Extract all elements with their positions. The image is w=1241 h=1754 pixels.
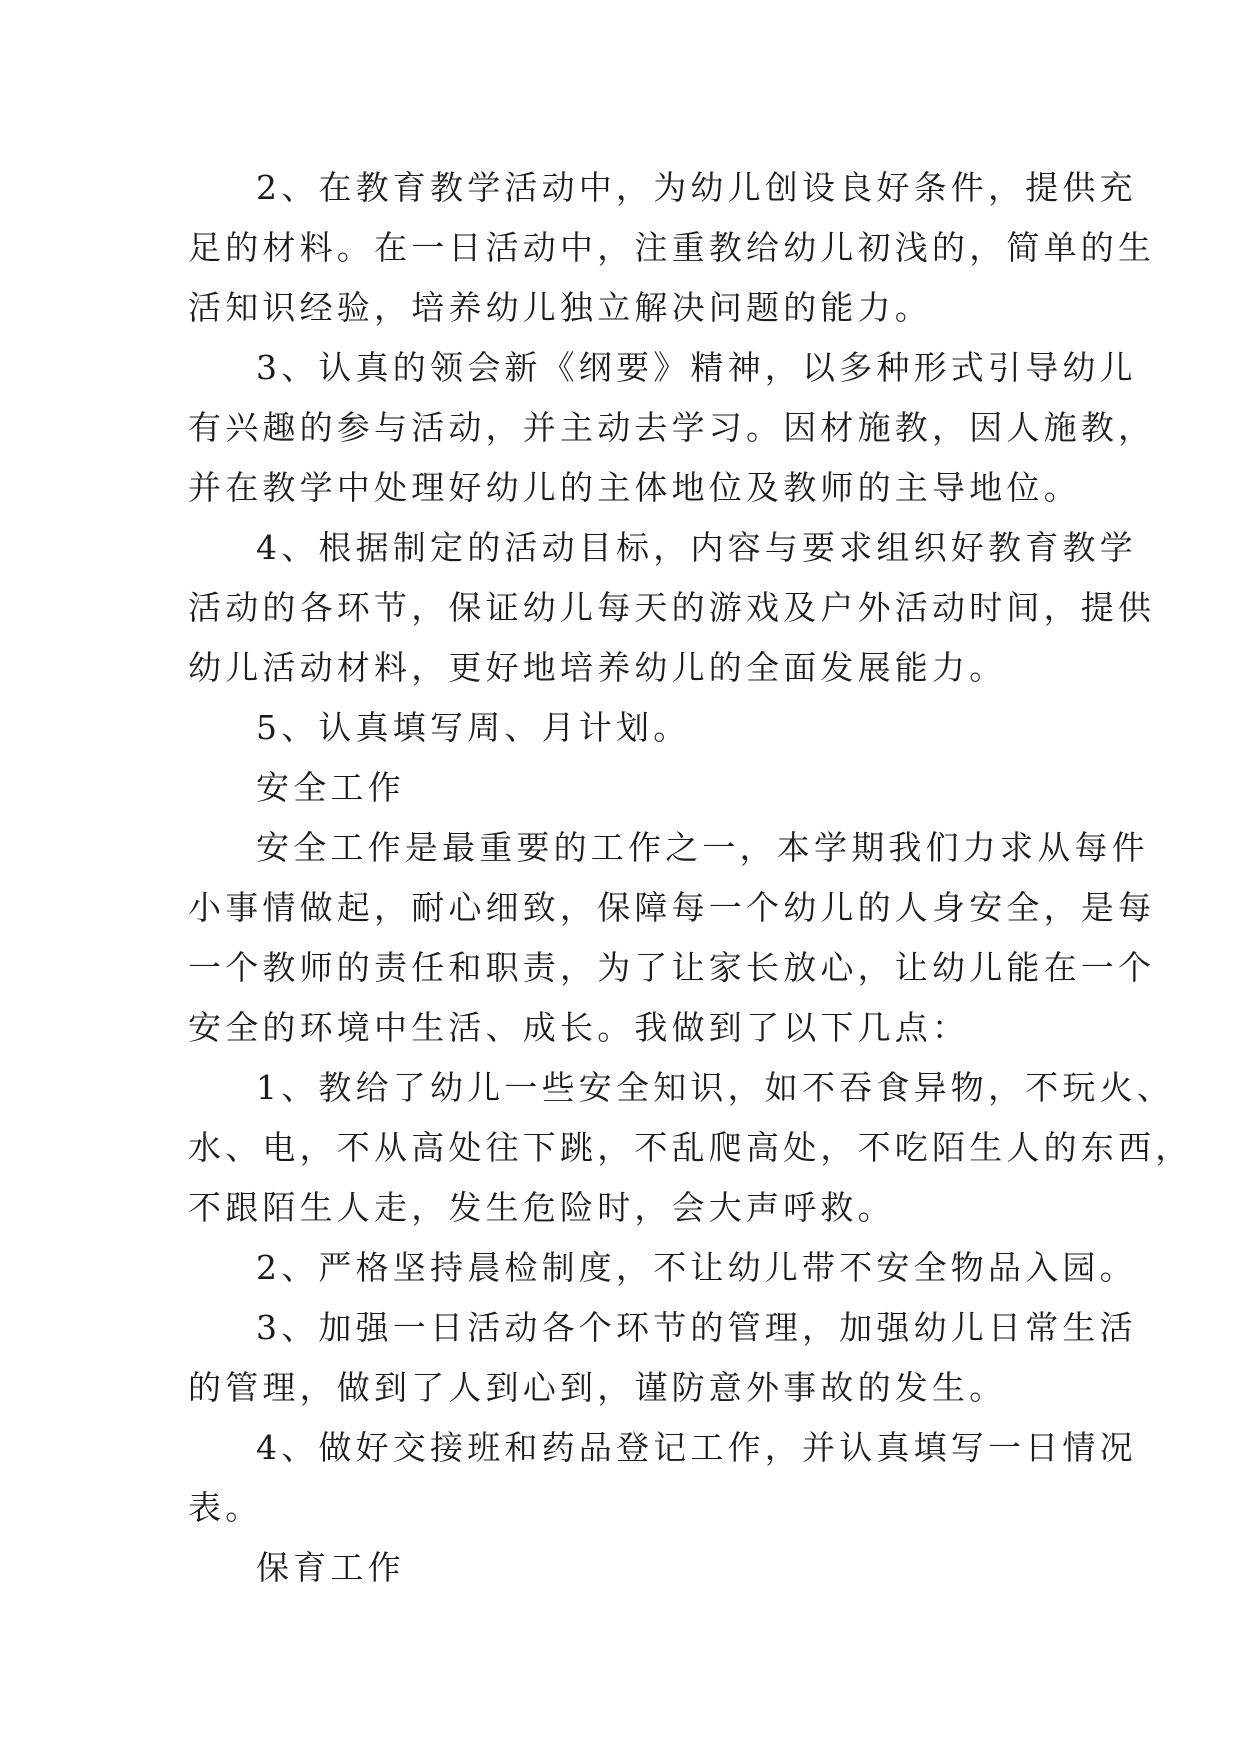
safety-intro-line-3: 一个教师的责任和职责，为了让家长放心，让幼儿能在一个 — [188, 948, 1156, 987]
safety-item-3-line-2: 的管理，做到了人到心到，谨防意外事故的发生。 — [188, 1368, 1007, 1407]
safety-item-1-line-3: 不跟陌生人走，发生危险时，会大声呼救。 — [188, 1188, 895, 1227]
paragraph-4-line-3: 幼儿活动材料，更好地培养幼儿的全面发展能力。 — [188, 648, 1007, 687]
paragraph-4-line-2: 活动的各环节，保证幼儿每天的游戏及户外活动时间，提供 — [188, 588, 1156, 627]
paragraph-3-line-3: 并在教学中处理好幼儿的主体地位及教师的主导地位。 — [188, 468, 1081, 507]
paragraph-2-line-2: 足的材料。在一日活动中，注重教给幼儿初浅的，简单的生 — [188, 228, 1156, 267]
section-heading-safety: 安全工作 — [256, 768, 405, 807]
safety-item-2-line-1: 2、严格坚持晨检制度，不让幼儿带不安全物品入园。 — [256, 1248, 1137, 1287]
paragraph-5-line-1: 5、认真填写周、月计划。 — [256, 708, 691, 747]
paragraph-3-line-1: 3、认真的领会新《纲要》精神，以多种形式引导幼儿 — [256, 348, 1137, 387]
safety-intro-line-2: 小事情做起，耐心细致，保障每一个幼儿的人身安全，是每 — [188, 888, 1156, 927]
safety-intro-line-4: 安全的环境中生活、成长。我做到了以下几点： — [188, 1008, 970, 1047]
paragraph-2-line-1: 2、在教育教学活动中，为幼儿创设良好条件，提供充 — [256, 168, 1137, 207]
safety-intro-line-1: 安全工作是最重要的工作之一，本学期我们力求从每件 — [256, 828, 1149, 867]
safety-item-3-line-1: 3、加强一日活动各个环节的管理，加强幼儿日常生活 — [256, 1308, 1137, 1347]
safety-item-1-line-1: 1、教给了幼儿一些安全知识，如不吞食异物，不玩火、 — [256, 1068, 1174, 1107]
paragraph-4-line-1: 4、根据制定的活动目标，内容与要求组织好教育教学 — [256, 528, 1137, 567]
safety-item-4-line-1: 4、做好交接班和药品登记工作，并认真填写一日情况 — [256, 1428, 1137, 1467]
document-body — [188, 158, 1193, 1598]
paragraph-3-line-2: 有兴趣的参与活动，并主动去学习。因材施教，因人施教， — [188, 408, 1156, 447]
safety-item-4-line-2: 表。 — [188, 1488, 263, 1527]
paragraph-2-line-3: 活知识经验，培养幼儿独立解决问题的能力。 — [188, 288, 932, 327]
section-heading-care: 保育工作 — [256, 1548, 405, 1587]
safety-item-1-line-2: 水、电，不从高处往下跳，不乱爬高处，不吃陌生人的东西， — [188, 1128, 1193, 1167]
